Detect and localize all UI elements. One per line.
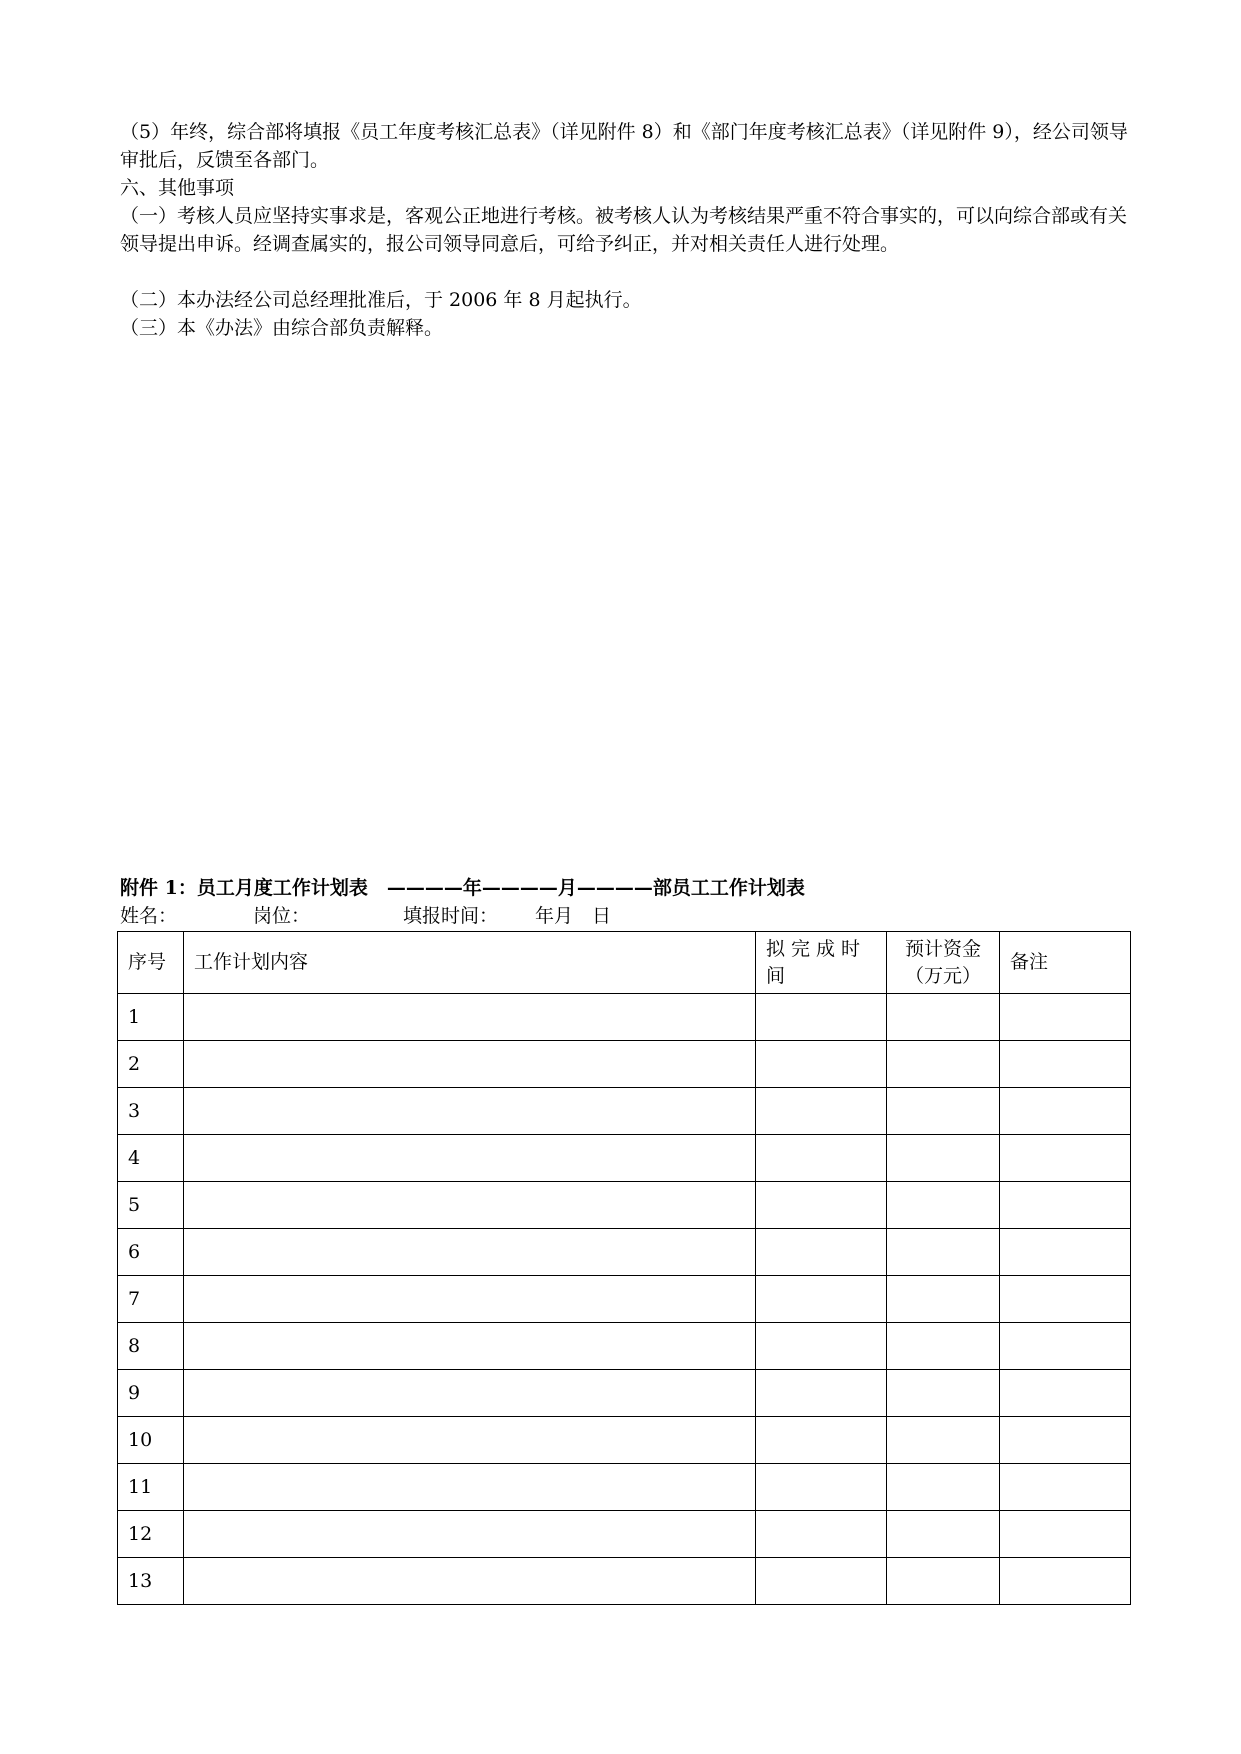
table-row	[118, 1041, 1131, 1088]
row-remark-cell[interactable]	[1000, 1182, 1131, 1229]
row-content-cell[interactable]	[184, 1135, 756, 1182]
row-content-cell[interactable]	[184, 1464, 756, 1511]
row-seq-cell: 9	[118, 1370, 184, 1417]
row-remark-cell[interactable]	[1000, 1417, 1131, 1464]
row-seq-cell: 3	[118, 1088, 184, 1135]
paragraph-annual-summary: （5）年终，综合部将填报《员工年度考核汇总表》（详见附件 8）和《部门年度考核汇总表》（详见附件 9），经公司领导审批后，反馈至各部门。	[120, 121, 1128, 171]
row-time-cell[interactable]	[756, 1135, 887, 1182]
row-content-cell[interactable]	[184, 1323, 756, 1370]
table-row	[118, 1088, 1131, 1135]
header-content: 工作计划内容	[184, 932, 756, 994]
section-heading-other-matters: 六、其他事项	[120, 177, 235, 199]
row-seq-cell: 5	[118, 1182, 184, 1229]
table-row	[118, 1417, 1131, 1464]
row-content-cell[interactable]	[184, 994, 756, 1041]
name-label: 姓名：	[120, 905, 178, 927]
row-seq-cell: 6	[118, 1229, 184, 1276]
row-seq-cell: 13	[118, 1558, 184, 1605]
paragraph-effective-date: （二）本办法经公司总经理批准后，于 2006 年 8 月起执行。	[120, 289, 642, 311]
row-time-cell[interactable]	[756, 1558, 887, 1605]
row-content-cell[interactable]	[184, 1511, 756, 1558]
header-remark: 备注	[1000, 932, 1131, 994]
row-content-cell[interactable]	[184, 1041, 756, 1088]
row-seq-cell: 8	[118, 1323, 184, 1370]
table-row	[118, 1558, 1131, 1605]
row-funds-cell[interactable]	[887, 1417, 1000, 1464]
table-row	[118, 1276, 1131, 1323]
row-remark-cell[interactable]	[1000, 1041, 1131, 1088]
row-seq-cell: 10	[118, 1417, 184, 1464]
row-content-cell[interactable]	[184, 1417, 756, 1464]
row-time-cell[interactable]	[756, 1417, 887, 1464]
row-funds-cell[interactable]	[887, 1370, 1000, 1417]
table-row	[118, 1182, 1131, 1229]
row-seq-cell: 12	[118, 1511, 184, 1558]
date-label: 年月 日	[535, 905, 612, 927]
row-remark-cell[interactable]	[1000, 1229, 1131, 1276]
row-time-cell[interactable]	[756, 1182, 887, 1229]
row-remark-cell[interactable]	[1000, 1558, 1131, 1605]
row-funds-cell[interactable]	[887, 1558, 1000, 1605]
row-content-cell[interactable]	[184, 1370, 756, 1417]
table-body	[118, 994, 1131, 1605]
paragraph-interpretation: （三）本《办法》由综合部负责解释。	[120, 317, 444, 339]
row-remark-cell[interactable]	[1000, 1276, 1131, 1323]
row-remark-cell[interactable]	[1000, 994, 1131, 1041]
table-row	[118, 1323, 1131, 1370]
attachment-title: 附件 1：员工月度工作计划表 ————年————月————部员工工作计划表	[120, 877, 805, 899]
row-funds-cell[interactable]	[887, 1135, 1000, 1182]
table-row	[118, 1464, 1131, 1511]
row-time-cell[interactable]	[756, 1370, 887, 1417]
row-time-cell[interactable]	[756, 1323, 887, 1370]
paragraph-appeal: （一）考核人员应坚持实事求是，客观公正地进行考核。被考核人认为考核结果严重不符合事实的，可以向综合部或有关领导提出申诉。经调查属实的，报公司领导同意后，可给予纠正，并对相关责任人进行处理。	[120, 205, 1128, 255]
row-remark-cell[interactable]	[1000, 1464, 1131, 1511]
work-plan-table	[117, 931, 1131, 1605]
table-row	[118, 994, 1131, 1041]
row-funds-cell[interactable]	[887, 1182, 1000, 1229]
row-funds-cell[interactable]	[887, 994, 1000, 1041]
row-time-cell[interactable]	[756, 1041, 887, 1088]
table-row	[118, 1511, 1131, 1558]
row-remark-cell[interactable]	[1000, 1135, 1131, 1182]
row-content-cell[interactable]	[184, 1088, 756, 1135]
table-row	[118, 1370, 1131, 1417]
row-time-cell[interactable]	[756, 1464, 887, 1511]
header-time: 拟完成时间	[756, 932, 887, 994]
row-time-cell[interactable]	[756, 1276, 887, 1323]
fill-time-label: 填报时间：	[403, 905, 499, 927]
header-seq: 序号	[118, 932, 184, 994]
row-content-cell[interactable]	[184, 1276, 756, 1323]
row-remark-cell[interactable]	[1000, 1323, 1131, 1370]
row-time-cell[interactable]	[756, 1511, 887, 1558]
row-content-cell[interactable]	[184, 1558, 756, 1605]
row-remark-cell[interactable]	[1000, 1088, 1131, 1135]
row-seq-cell: 4	[118, 1135, 184, 1182]
row-time-cell[interactable]	[756, 994, 887, 1041]
row-funds-cell[interactable]	[887, 1511, 1000, 1558]
row-funds-cell[interactable]	[887, 1464, 1000, 1511]
row-seq-cell: 7	[118, 1276, 184, 1323]
header-funds: 预计资金（万元）	[887, 932, 1000, 994]
table-header-row	[118, 932, 1131, 994]
row-funds-cell[interactable]	[887, 1041, 1000, 1088]
row-seq-cell: 1	[118, 994, 184, 1041]
row-funds-cell[interactable]	[887, 1229, 1000, 1276]
row-seq-cell: 11	[118, 1464, 184, 1511]
row-funds-cell[interactable]	[887, 1088, 1000, 1135]
row-funds-cell[interactable]	[887, 1276, 1000, 1323]
row-funds-cell[interactable]	[887, 1323, 1000, 1370]
row-remark-cell[interactable]	[1000, 1370, 1131, 1417]
row-content-cell[interactable]	[184, 1182, 756, 1229]
table-row	[118, 1135, 1131, 1182]
position-label: 岗位：	[253, 905, 311, 927]
table-row	[118, 1229, 1131, 1276]
row-time-cell[interactable]	[756, 1088, 887, 1135]
row-time-cell[interactable]	[756, 1229, 887, 1276]
row-seq-cell: 2	[118, 1041, 184, 1088]
row-content-cell[interactable]	[184, 1229, 756, 1276]
row-remark-cell[interactable]	[1000, 1511, 1131, 1558]
